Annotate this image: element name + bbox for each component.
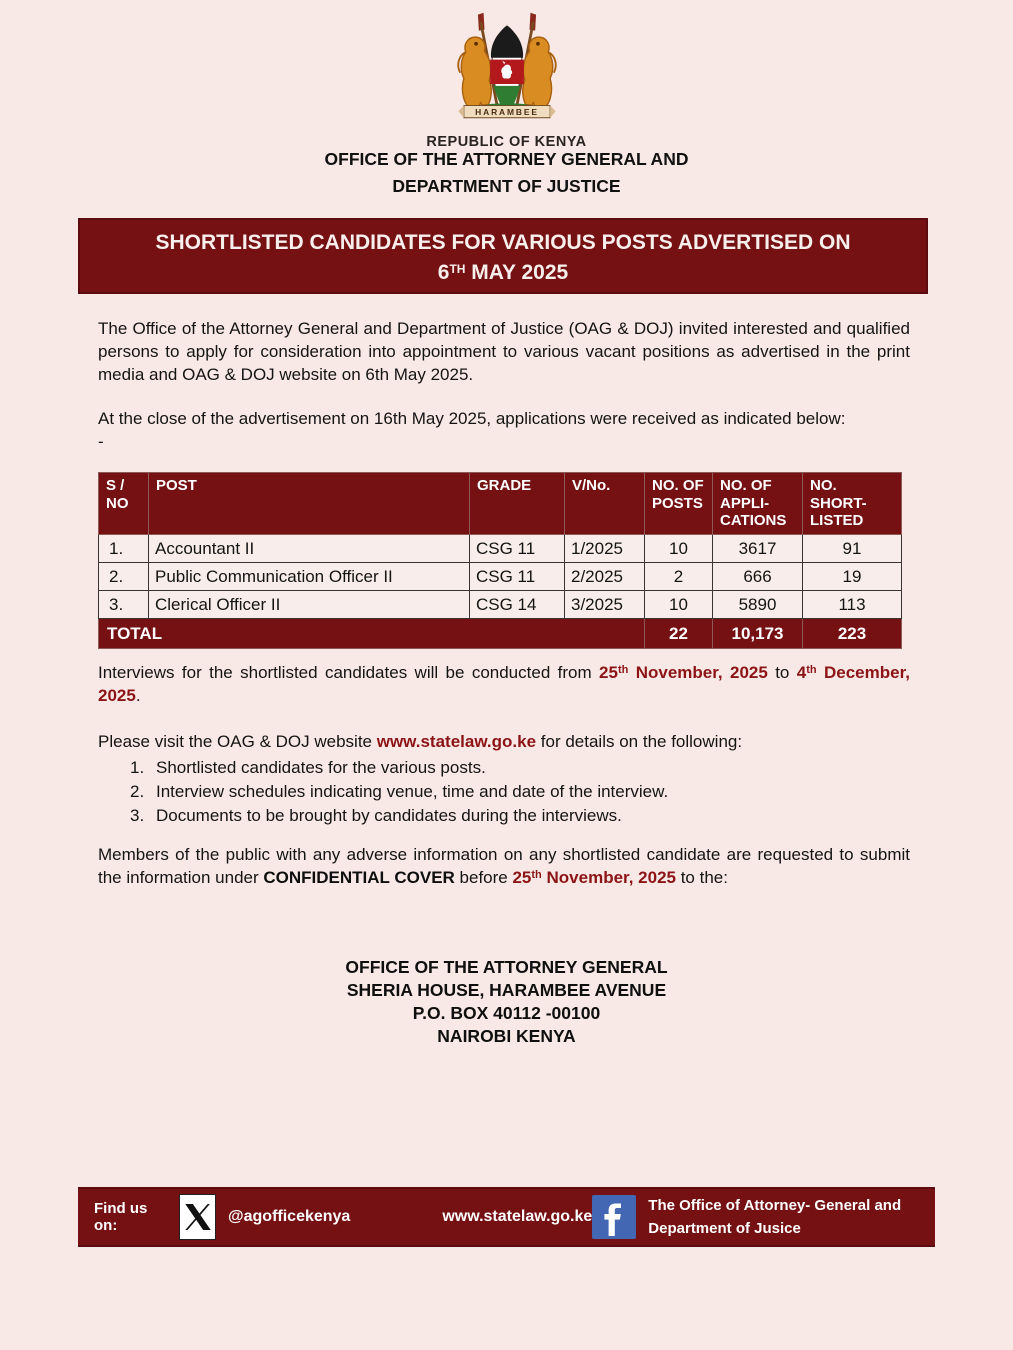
total-posts: 22 [645, 619, 713, 649]
facebook-page-name: The Office of Attorney- General and Department of Jusice [648, 1197, 902, 1237]
cell-applications: 5890 [713, 591, 803, 619]
x-logo-glyph [185, 1204, 211, 1230]
total-applications: 10,173 [713, 619, 803, 649]
col-header-posts: NO. OF POSTS [645, 473, 713, 535]
cell-sno: 3. [99, 591, 149, 619]
harambee-motto: HARAMBEE [474, 106, 539, 117]
adverse-info-paragraph: Members of the public with any adverse information on any shortlisted candidate are requested to submit the information under CONFIDENTIAL COVER before 25th November, 2025 to the: [98, 845, 910, 887]
list-item: 3. Documents to be brought by candidates during the interviews. [130, 805, 622, 825]
banner-line2: 6TH MAY 2025 [437, 261, 569, 284]
cell-grade: CSG 14 [470, 591, 565, 619]
postal-address-block [0, 956, 1013, 1048]
list-item: 2. Interview schedules indicating venue, time and date of the interview. [130, 781, 669, 801]
cell-sno: 2. [99, 563, 149, 591]
table-header-row [99, 473, 902, 535]
website-details-section [98, 731, 910, 828]
address-line: P.O. BOX 40112 -00100 [412, 1003, 601, 1023]
footer-website[interactable]: www.statelaw.go.ke [442, 1208, 593, 1225]
total-label: TOTAL [99, 619, 645, 649]
col-header-sno: S / NO [99, 473, 149, 535]
shortlist-banner [78, 218, 928, 294]
cell-shortlisted: 113 [803, 591, 902, 619]
interviews-paragraph: Interviews for the shortlisted candidates will be conducted from 25th November, 2025 to 4th December, 2025. [98, 663, 910, 705]
banner-ordinal-sup: TH [449, 262, 466, 276]
cell-vno: 2/2025 [565, 563, 645, 591]
cell-post: Public Communication Officer II [149, 563, 470, 591]
table-row [99, 535, 902, 563]
interview-end-date: 4th December, 2025 [98, 663, 910, 705]
x-handle[interactable]: @agofficekenya [228, 1208, 351, 1225]
statelaw-link[interactable]: www.statelaw.go.ke [376, 732, 537, 751]
cell-vno: 3/2025 [565, 591, 645, 619]
banner-line1: SHORTLISTED CANDIDATES FOR VARIOUS POSTS ADVERTISED ON [155, 231, 851, 254]
republic-caption: REPUBLIC OF KENYA [426, 134, 587, 150]
cell-posts: 10 [645, 591, 713, 619]
cell-applications: 3617 [713, 535, 803, 563]
office-title-line1: OFFICE OF THE ATTORNEY GENERAL AND [324, 149, 689, 169]
submission-deadline-date: 25th November, 2025 [512, 867, 676, 887]
list-item: 1. Shortlisted candidates for the various posts. [130, 757, 486, 777]
website-paragraph: Please visit the OAG & DOJ website www.statelaw.go.ke for details on the following: [98, 732, 743, 751]
total-shortlisted: 223 [803, 619, 902, 649]
facebook-icon[interactable] [592, 1195, 636, 1239]
office-title-line2: DEPARTMENT OF JUSTICE [392, 176, 621, 196]
cell-grade: CSG 11 [470, 563, 565, 591]
cell-vno: 1/2025 [565, 535, 645, 563]
social-footer-bar [78, 1187, 935, 1247]
cell-posts: 10 [645, 535, 713, 563]
table-total-row [99, 619, 902, 649]
intro-paragraph: The Office of the Attorney General and Department of Justice (OAG & DOJ) invited interested and qualified persons to apply for consideration into appointment to various vacant positions as advertised in the print media and OAG & DOJ website on 6th May 2025. [98, 319, 910, 384]
find-us-label: Find us on: [94, 1200, 148, 1234]
cell-shortlisted: 91 [803, 535, 902, 563]
address-line: OFFICE OF THE ATTORNEY GENERAL [345, 957, 668, 977]
address-line: NAIROBI KENYA [437, 1026, 576, 1046]
col-header-shortlisted: NO. SHORT-LISTED [803, 473, 902, 535]
cell-grade: CSG 11 [470, 535, 565, 563]
interview-start-date: 25th November, 2025 [599, 663, 768, 682]
cell-applications: 666 [713, 563, 803, 591]
applications-table-wrap [98, 472, 901, 649]
cell-sno: 1. [99, 535, 149, 563]
applications-table [98, 472, 902, 649]
col-header-vno: V/No. [565, 473, 645, 535]
confidential-cover-text: CONFIDENTIAL COVER [263, 867, 455, 887]
col-header-post: POST [149, 473, 470, 535]
col-header-grade: GRADE [470, 473, 565, 535]
table-row [99, 563, 902, 591]
kenya-coat-of-arms-icon [432, 10, 582, 128]
cell-shortlisted: 19 [803, 563, 902, 591]
x-twitter-icon[interactable] [179, 1194, 216, 1240]
close-of-advert-paragraph: At the close of the advertisement on 16th May 2025, applications were received as indicated below: - [98, 409, 846, 451]
col-header-applications: NO. OF APPLI-CATIONS [713, 473, 803, 535]
office-title [0, 146, 1013, 200]
address-line: SHERIA HOUSE, HARAMBEE AVENUE [346, 980, 667, 1000]
details-list [98, 757, 910, 828]
emblem-section [0, 10, 1013, 150]
table-row [99, 591, 902, 619]
cell-post: Clerical Officer II [149, 591, 470, 619]
cell-posts: 2 [645, 563, 713, 591]
cell-post: Accountant II [149, 535, 470, 563]
